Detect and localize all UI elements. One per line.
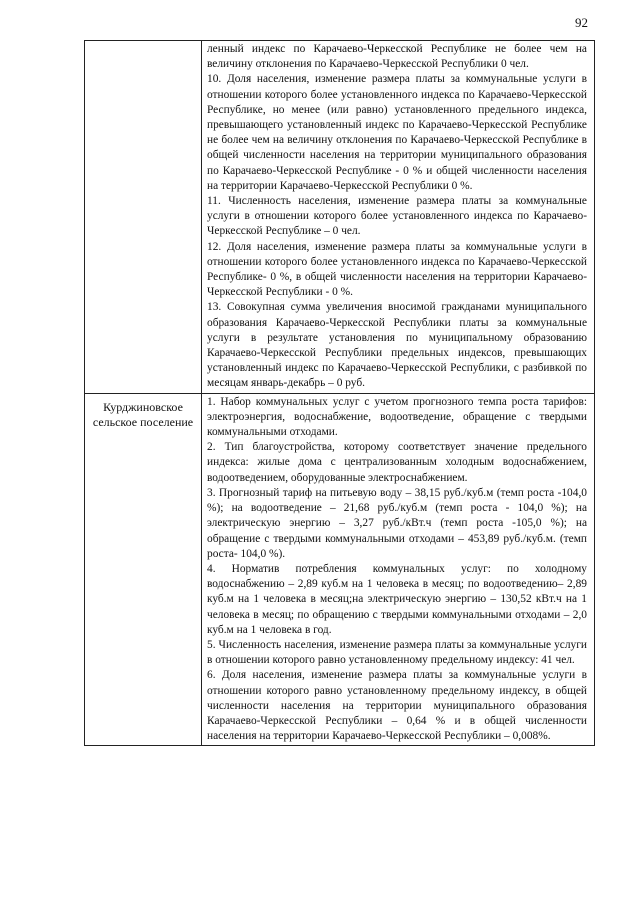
paragraph: 4. Норматив потребления коммунальных услуг: по холодному водоснабжению – 2,89 куб.м на 1 человека в месяц; по водоотведению– 2,89 куб.м на 1 человека в месяц;на электрическую энергию – 130,52 кВт.ч на 1 человека в месяц; по обращению с твердыми коммунальными отходами – 2,0 куб.м на 1 человека в год. <box>207 562 587 636</box>
paragraph: 13. Совокупная сумма увеличения вносимой гражданами муниципального образования Карачаево-Черкесской Республики платы за коммунальные услуги в результате установления по муниципальному образованию Карачаево-Черкесской Республики предельных индексов, превышающих установленный индекс по Карачаево-Черкесской Республики, с разбивкой по месяцам январь-декабрь – 0 руб. <box>207 301 587 390</box>
table-row <box>85 393 595 746</box>
description-cell <box>202 41 595 394</box>
paragraph: 12. Доля населения, изменение размера платы за коммунальные услуги в отношении которого более установленного индекса по Карачаево-Черкесской Республике- 0 %, в общей численности населения на территории Карачаево-Черкесской Республики - 0 %. <box>207 240 587 299</box>
indices-table <box>84 40 595 746</box>
paragraph: 3. Прогнозный тариф на питьевую воду – 38,15 руб./куб.м (темп роста -104,0 %); на водоотведение – 21,68 руб./куб.м (темп роста - 104,0 %); на электрическую энергию – 3,27 руб./кВт.ч (темп роста -105,0 %); на обращение с твердыми коммунальными отходами – 453,89 руб./куб.м. (темп роста- 104,0 %). <box>207 486 587 560</box>
municipality-cell <box>85 41 202 394</box>
page-number: 92 <box>575 15 588 30</box>
table-row <box>85 41 595 394</box>
paragraph: 11. Численность населения, изменение размера платы за коммунальные услуги в отношении которого более установленного индекса по Карачаево-Черкесской Республике – 0 чел. <box>207 195 587 238</box>
paragraph: 2. Тип благоустройства, которому соответствует значение предельного индекса: жилые дома с централизованным холодным водоснабжением, водоотведением, оборудованные электроснабжением. <box>207 441 587 484</box>
paragraph: 6. Доля населения, изменение размера платы за коммунальные услуги в отношении которого равно установленному предельному индексу, в общей численности населения на территории муниципального образования Карачаево-Черкесской Республики – 0,64 % и в общей численности населения на территории Карачаево-Черкесской Республики – 0,008%. <box>207 669 587 743</box>
municipality-cell: Курджиновское сельское поселение <box>85 393 202 746</box>
paragraph: 10. Доля населения, изменение размера платы за коммунальные услуги в отношении которого более установленного индекса по Карачаево-Черкесской Республике, но менее (или равно) установленного предельного индекса, превышающего установленный индекс по Карачаево-Черкесской Республике не более чем на величину отклонения по Карачаево-Черкесской Республике в общей численности населения на территории муниципального образования по Карачаево-Черкесской Республике - 0 % и общей численности населения на территории Карачаево-Черкесской Республики 0 %. <box>207 73 587 192</box>
paragraph: 1. Набор коммунальных услуг с учетом прогнозного темпа роста тарифов: электроэнергия, водоснабжение, водоотведение, обращение с твердыми коммунальными отходами. <box>207 395 587 439</box>
paragraph: ленный индекс по Карачаево-Черкесской Республике не более чем на величину отклонения по Карачаево-Черкесской Республики 0 чел. <box>207 43 587 71</box>
description-cell <box>202 393 595 746</box>
paragraph: 5. Численность населения, изменение размера платы за коммунальные услуги в отношении которого равно установленному предельному индексу: 41 чел. <box>207 638 587 667</box>
